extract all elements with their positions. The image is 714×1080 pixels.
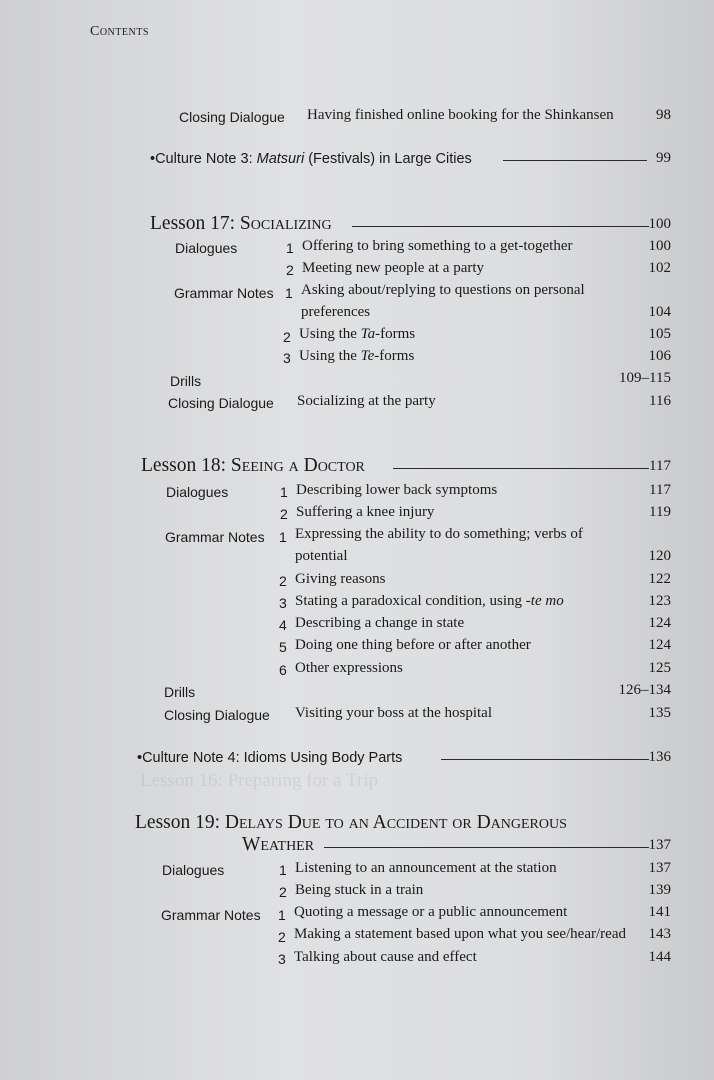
page-number: 109–115: [619, 370, 671, 386]
page-number: 106: [648, 348, 671, 364]
lesson-19-title-continued: Weather: [242, 834, 315, 855]
toc-entry: Offering to bring something to a get-together: [302, 238, 573, 254]
page-number: 100: [648, 238, 671, 254]
drills-label: Drills: [164, 684, 196, 700]
toc-entry: Making a statement based upon what you see/hear/read: [294, 926, 626, 942]
toc-entry: Other expressions: [295, 660, 403, 676]
page-number: 123: [648, 593, 671, 609]
lesson-18-title: Lesson 18: Seeing a Doctor: [141, 455, 365, 476]
item-number: 1: [278, 907, 286, 923]
item-number: 4: [279, 617, 287, 633]
page-number: 135: [648, 705, 671, 721]
dot-leader: [352, 226, 649, 227]
item-number: 3: [283, 350, 291, 366]
item-number: 3: [278, 951, 286, 967]
item-number: 1: [279, 529, 287, 545]
page-number: 141: [648, 904, 671, 920]
page-number: 102: [648, 260, 671, 276]
page-number: 120: [648, 548, 671, 564]
toc-entry: Meeting new people at a party: [302, 260, 485, 276]
page-number: 137: [648, 860, 671, 876]
toc-entry: Visiting your boss at the hospital: [295, 705, 493, 721]
grammar-notes-label: Grammar Notes: [165, 529, 265, 545]
item-number: 2: [280, 506, 288, 522]
page-number: 137: [648, 837, 671, 853]
toc-entry: Being stuck in a train: [295, 882, 424, 898]
item-number: 6: [279, 662, 287, 678]
item-number: 1: [279, 862, 287, 878]
toc-entry: Describing lower back symptoms: [296, 482, 498, 498]
page-number: 104: [648, 304, 671, 320]
item-number: 2: [279, 573, 287, 589]
page-number: 136: [648, 749, 671, 765]
lesson-17-title: Lesson 17: Socializing: [150, 213, 332, 234]
toc-entry: Using the Ta-forms: [299, 326, 416, 342]
page-number: 99: [656, 150, 671, 166]
dialogues-label: Dialogues: [162, 862, 225, 878]
grammar-notes-label: Grammar Notes: [174, 285, 274, 301]
dot-leader: [324, 847, 649, 848]
item-number: 1: [286, 240, 294, 256]
toc-entry: Expressing the ability to do something; verbs of: [295, 526, 583, 542]
toc-entry: Talking about cause and effect: [294, 949, 477, 965]
item-number: 2: [279, 884, 287, 900]
page-number: 116: [649, 393, 671, 409]
page-number: 105: [648, 326, 671, 342]
toc-entry: Doing one thing before or after another: [295, 637, 531, 653]
page-number: 119: [649, 504, 671, 520]
toc-entry: Stating a paradoxical condition, using -te mo: [295, 593, 564, 609]
culture-note-3: •Culture Note 3: Matsuri (Festivals) in Large Cities: [150, 151, 472, 167]
item-number: 1: [285, 285, 293, 301]
toc-entry: Giving reasons: [295, 571, 386, 587]
page-number: 98: [656, 107, 671, 123]
closing-dialogue-text: Having finished online booking for the Shinkansen: [307, 107, 614, 123]
toc-entry: Describing a change in state: [295, 615, 465, 631]
running-head: Contents: [90, 24, 149, 39]
toc-entry: Using the Te-forms: [299, 348, 415, 364]
page-number: 126–134: [618, 682, 671, 698]
page-number: 144: [648, 949, 671, 965]
item-number: 3: [279, 595, 287, 611]
item-number: 2: [286, 262, 294, 278]
page-number: 143: [648, 926, 671, 942]
page-number: 117: [649, 458, 671, 474]
item-number: 2: [278, 929, 286, 945]
dot-leader: [503, 160, 647, 161]
dialogues-label: Dialogues: [175, 240, 238, 256]
grammar-notes-label: Grammar Notes: [161, 907, 261, 923]
toc-entry: Suffering a knee injury: [296, 504, 435, 520]
toc-entry: Quoting a message or a public announcement: [294, 904, 568, 920]
toc-entry-continued: potential: [295, 548, 348, 564]
closing-dialogue-label: Closing Dialogue: [168, 395, 274, 411]
page-number: 117: [649, 482, 671, 498]
bleed-through: Lesson 16: Preparing for a Trip: [140, 770, 379, 791]
closing-dialogue-label: Closing Dialogue: [179, 109, 285, 125]
page-number: 139: [648, 882, 671, 898]
page-number: 124: [648, 615, 671, 631]
closing-dialogue-label: Closing Dialogue: [164, 707, 270, 723]
lesson-19-title: Lesson 19: Delays Due to an Accident or Dangerous: [135, 812, 567, 833]
item-number: 2: [283, 329, 291, 345]
dot-leader: [393, 468, 649, 469]
toc-entry: Asking about/replying to questions on personal: [301, 282, 585, 298]
dot-leader: [441, 759, 649, 760]
page-number: 125: [648, 660, 671, 676]
page-number: 122: [648, 571, 671, 587]
dialogues-label: Dialogues: [166, 484, 229, 500]
page-number: 124: [648, 637, 671, 653]
culture-note-4: •Culture Note 4: Idioms Using Body Parts: [137, 750, 403, 766]
page-number: 100: [648, 216, 671, 232]
item-number: 1: [280, 484, 288, 500]
item-number: 5: [279, 639, 287, 655]
toc-entry: Listening to an announcement at the station: [295, 860, 557, 876]
toc-entry-continued: preferences: [301, 304, 371, 320]
toc-entry: Socializing at the party: [297, 393, 436, 409]
drills-label: Drills: [170, 373, 202, 389]
